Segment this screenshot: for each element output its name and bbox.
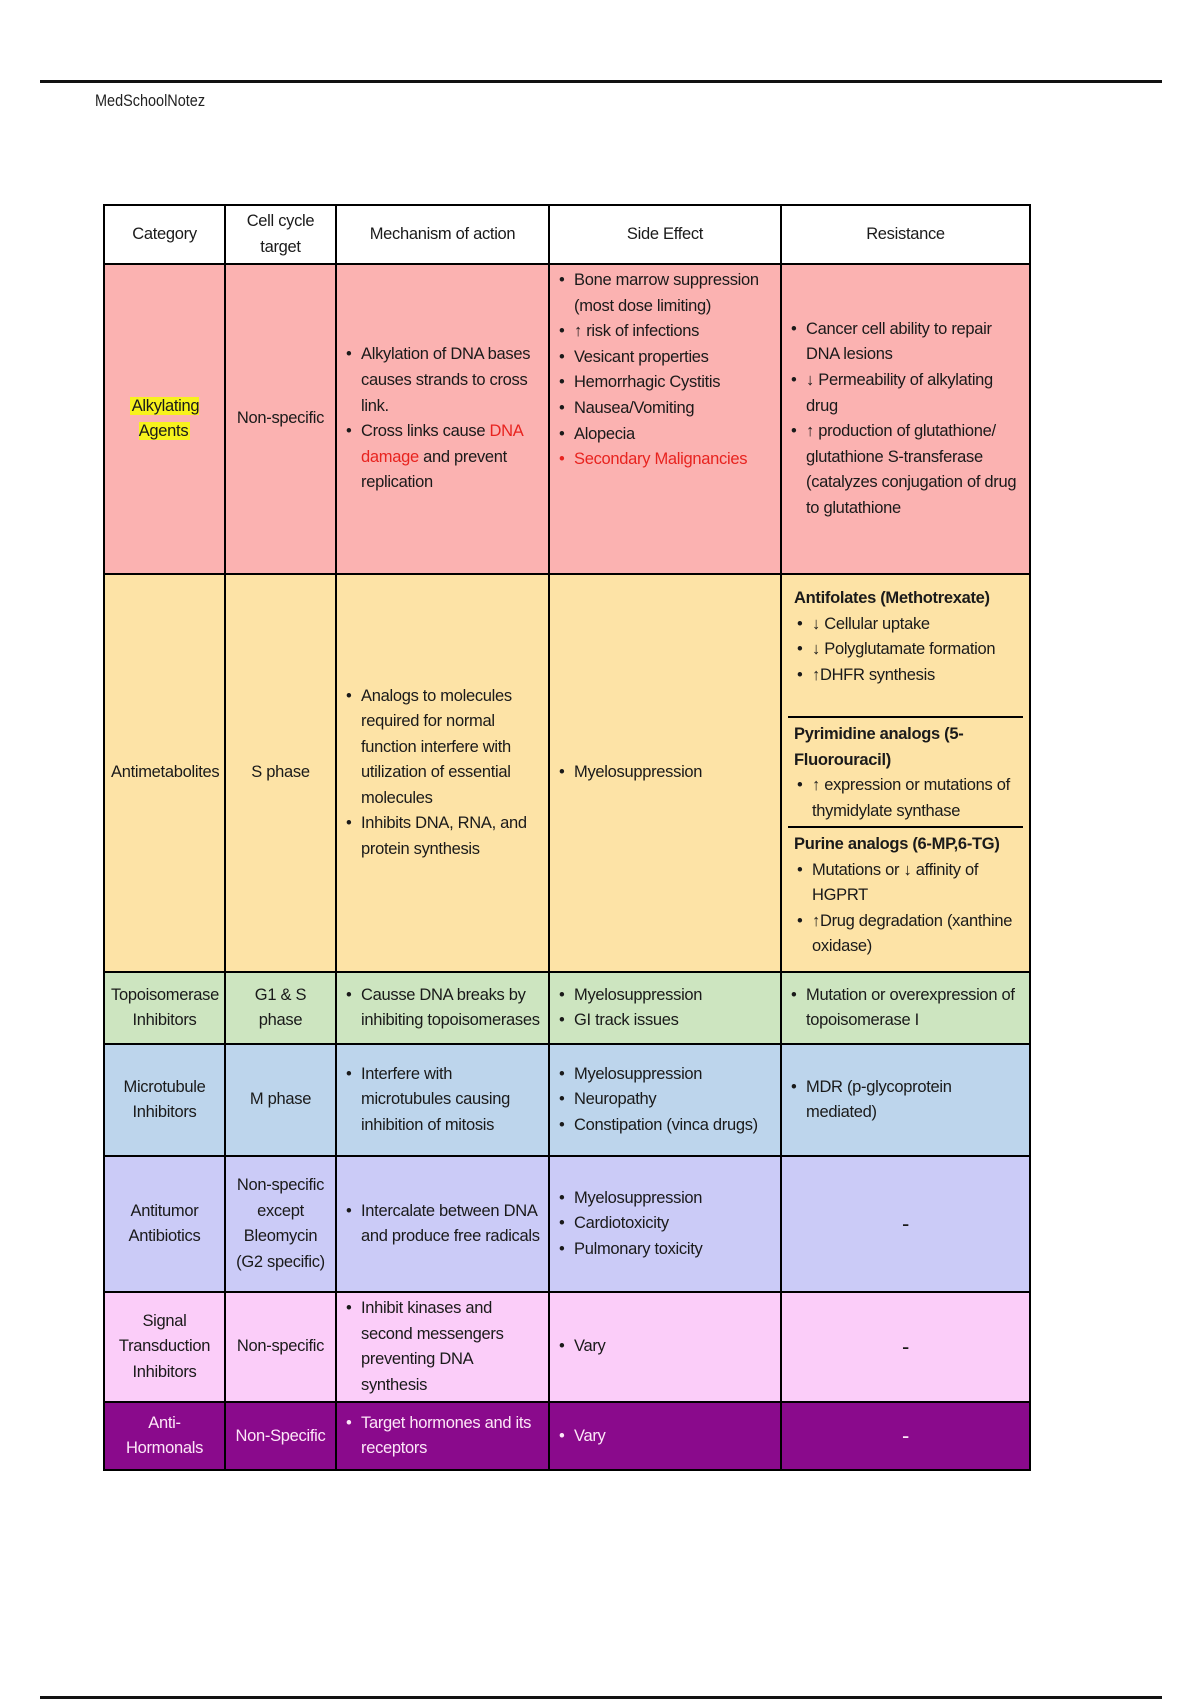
side-effect-cell — [549, 1292, 781, 1402]
category-cell: Antimetabolites — [104, 574, 225, 972]
mechanism-cell — [336, 574, 549, 972]
header-cell-cycle: Cell cycle target — [225, 205, 336, 264]
list-item: • Cross links cause DNA damage and prevent replication — [361, 419, 542, 496]
subheading: Pyrimidine analogs (5-Fluorouracil) — [794, 725, 964, 769]
list-item: • Secondary Malignancies — [574, 447, 774, 473]
side-effect-cell — [549, 264, 781, 574]
resistance-cell — [781, 1044, 1030, 1156]
chemotherapy-table — [103, 204, 1031, 1471]
list-item: • Intercalate between DNA and produce free radicals — [361, 1199, 542, 1250]
list-item: • Mutations or ↓ affinity of HGPRT — [812, 858, 1017, 909]
category-cell: Antitumor Antibiotics — [104, 1156, 225, 1292]
list-item: • ↑Drug degradation (xanthine oxidase) — [812, 909, 1017, 960]
list-item: • Myelosuppression — [574, 1062, 774, 1088]
list-item: • ↑ production of glutathione/ glutathione S-transferase (catalyzes conjugation of drug to glutathione — [806, 419, 1023, 521]
list-item: • Mutation or overexpression of topoisomerase I — [806, 983, 1023, 1034]
header-row — [104, 205, 1030, 264]
list-item: • Vesicant properties — [574, 345, 774, 371]
row-alkylating — [104, 264, 1030, 574]
row-topoisomerase — [104, 972, 1030, 1044]
list-item: • ↑DHFR synthesis — [812, 663, 1017, 689]
resistance-cell — [781, 972, 1030, 1044]
list-item: • Bone marrow suppression (most dose limiting) — [574, 268, 774, 319]
list-item: • Myelosuppression — [574, 760, 774, 786]
row-signal-transduction — [104, 1292, 1030, 1402]
target-cell: G1 & S phase — [225, 972, 336, 1044]
subheading: Purine analogs (6-MP,6-TG) — [794, 835, 1000, 854]
list-item: • Inhibit kinases and second messengers preventing DNA synthesis — [361, 1296, 542, 1398]
row-antitumor-antibiotics — [104, 1156, 1030, 1292]
red-text: DNA damage — [361, 422, 523, 466]
resistance-cell — [781, 574, 1030, 972]
mechanism-cell — [336, 264, 549, 574]
list-item: • Inhibits DNA, RNA, and protein synthesis — [361, 811, 542, 862]
row-anti-hormonals — [104, 1402, 1030, 1470]
mechanism-cell — [336, 1292, 549, 1402]
list-item: • GI track issues — [574, 1008, 774, 1034]
target-cell: Non-specific except Bleomycin (G2 specific) — [225, 1156, 336, 1292]
category-cell: Topoisomerase Inhibitors — [104, 972, 225, 1044]
row-antimetabolites — [104, 574, 1030, 972]
header-resistance: Resistance — [781, 205, 1030, 264]
header-category: Category — [104, 205, 225, 264]
pyrimidine-block — [788, 716, 1023, 826]
list-item: • ↓ Polyglutamate formation — [812, 637, 1017, 663]
side-effect-cell — [549, 1156, 781, 1292]
target-cell: M phase — [225, 1044, 336, 1156]
side-effect-cell — [549, 574, 781, 972]
list-item: • MDR (p-glycoprotein mediated) — [806, 1075, 1023, 1126]
top-rule — [40, 80, 1162, 83]
mechanism-cell — [336, 972, 549, 1044]
list-item: • Target hormones and its receptors — [361, 1411, 542, 1462]
purine-block — [788, 826, 1023, 964]
bottom-rule — [40, 1696, 1162, 1699]
target-cell: Non-specific — [225, 264, 336, 574]
list-item: • Cancer cell ability to repair DNA lesions — [806, 317, 1023, 368]
list-item: • Vary — [574, 1424, 774, 1450]
side-effect-cell — [549, 972, 781, 1044]
resistance-cell: - — [781, 1292, 1030, 1402]
side-effect-cell — [549, 1044, 781, 1156]
list-item: • ↑ risk of infections — [574, 319, 774, 345]
side-effect-cell — [549, 1402, 781, 1470]
list-item: • Myelosuppression — [574, 1186, 774, 1212]
resistance-cell: - — [781, 1156, 1030, 1292]
mechanism-cell — [336, 1402, 549, 1470]
list-item: • Hemorrhagic Cystitis — [574, 370, 774, 396]
category-cell — [104, 264, 225, 574]
category-cell: Signal Transduction Inhibitors — [104, 1292, 225, 1402]
list-item: • Causse DNA breaks by inhibiting topoisomerases — [361, 983, 542, 1034]
list-item: • Myelosuppression — [574, 983, 774, 1009]
list-item: • ↓ Cellular uptake — [812, 612, 1017, 638]
brand-label: MedSchoolNotez — [95, 91, 206, 110]
list-item: • Cardiotoxicity — [574, 1211, 774, 1237]
list-item: • Analogs to molecules required for normal function interfere with utilization of essential molecules — [361, 684, 542, 812]
list-item: • Constipation (vinca drugs) — [574, 1113, 774, 1139]
category-cell: Microtubule Inhibitors — [104, 1044, 225, 1156]
header-side-effect: Side Effect — [549, 205, 781, 264]
list-item: • Nausea/Vomiting — [574, 396, 774, 422]
target-cell: Non-specific — [225, 1292, 336, 1402]
list-item: • Alopecia — [574, 422, 774, 448]
list-item: • Neuropathy — [574, 1087, 774, 1113]
row-microtubule — [104, 1044, 1030, 1156]
mechanism-cell — [336, 1156, 549, 1292]
resistance-cell — [781, 264, 1030, 574]
list-item: • ↑ expression or mutations of thymidylate synthase — [812, 773, 1017, 824]
list-item: • Alkylation of DNA bases causes strands to cross link. — [361, 342, 542, 419]
category-highlight: Alkylating Agents — [131, 396, 200, 441]
category-cell: Anti-Hormonals — [104, 1402, 225, 1470]
target-cell: S phase — [225, 574, 336, 972]
antifolates-block — [788, 582, 1023, 716]
mechanism-cell — [336, 1044, 549, 1156]
list-item: • Vary — [574, 1334, 774, 1360]
target-cell: Non-Specific — [225, 1402, 336, 1470]
header-mechanism: Mechanism of action — [336, 205, 549, 264]
resistance-cell: - — [781, 1402, 1030, 1470]
list-item: • Pulmonary toxicity — [574, 1237, 774, 1263]
list-item: • ↓ Permeability of alkylating drug — [806, 368, 1023, 419]
subheading: Antifolates (Methotrexate) — [794, 589, 990, 608]
list-item: • Interfere with microtubules causing inhibition of mitosis — [361, 1062, 542, 1139]
